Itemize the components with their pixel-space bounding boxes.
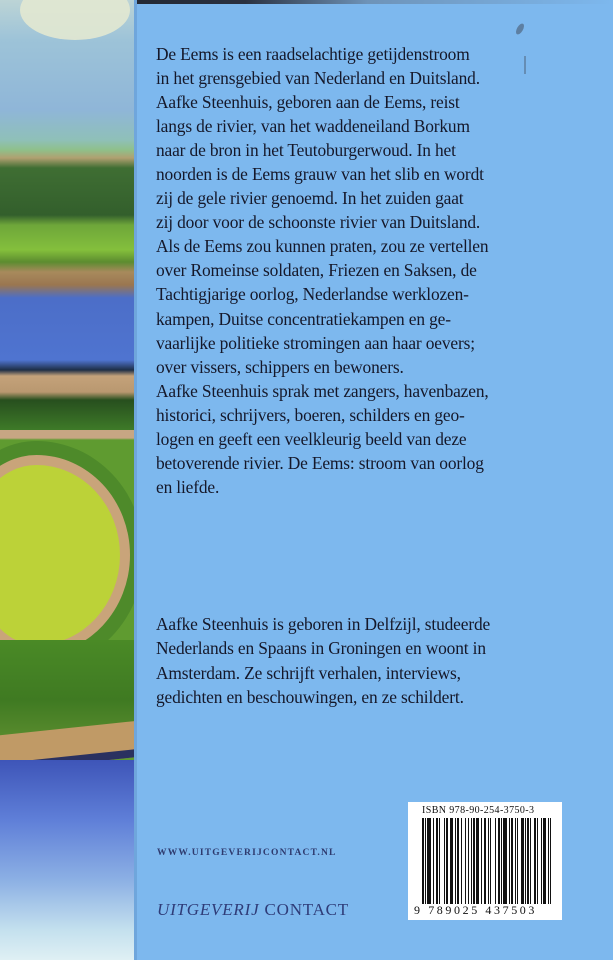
- cover-illustration: [0, 0, 137, 960]
- blurb-line: over Romeinse soldaten, Friezen en Saksen, de: [156, 260, 477, 281]
- blurb-line: De Eems is een raadselachtige getijdenstroom: [156, 44, 470, 64]
- blurb-line: in het grensgebied van Nederland en Duitsland.: [156, 68, 480, 89]
- publisher-name-regular: CONTACT: [259, 900, 349, 919]
- bio-line: gedichten en beschouwingen, en ze schildert.: [156, 686, 464, 707]
- blurb-line: zij de gele rivier genoemd. In het zuiden gaat: [156, 188, 464, 209]
- bio-line: Amsterdam. Ze schrijft verhalen, interviews,: [156, 662, 461, 683]
- cloud-shape: [20, 0, 130, 40]
- smudge-mark: [514, 22, 525, 35]
- isbn-label: ISBN 978-90-254-3750-3: [422, 805, 535, 816]
- barcode-bar: [550, 818, 551, 904]
- bio-line: Aafke Steenhuis is geboren in Delfzijl, studeerde: [156, 614, 491, 634]
- blurb-line: vaarlijke politieke stromingen aan haar oevers;: [156, 332, 475, 353]
- blurb-line: over vissers, schippers en bewoners.: [156, 356, 404, 377]
- blurb-line: naar de bron in het Teutoburgerwoud. In het: [156, 140, 456, 161]
- river-water: [0, 760, 137, 960]
- publisher-logo: [157, 900, 349, 920]
- blurb-line: logen en geeft een veelkleurig beeld van deze: [156, 428, 467, 449]
- barcode-digits: 9 789025 437503: [414, 903, 537, 917]
- illustration-edge: [134, 0, 137, 960]
- barcode-bars: [422, 818, 552, 904]
- blurb-line: historici, schrijvers, boeren, schilders en geo-: [156, 404, 465, 425]
- blurb-line: Als de Eems zou kunnen praten, zou ze vertellen: [156, 236, 489, 257]
- publisher-url: WWW.UITGEVERIJCONTACT.NL: [157, 848, 337, 858]
- blurb-line: betoverende rivier. De Eems: stroom van oorlog: [156, 452, 484, 473]
- barcode: [408, 802, 562, 920]
- blurb-line: Aafke Steenhuis sprak met zangers, havenbazen,: [156, 380, 489, 401]
- bio-line: Nederlands en Spaans in Groningen en woont in: [156, 638, 486, 659]
- blurb-line: noorden is de Eems grauw van het slib en wordt: [156, 164, 484, 185]
- lagoon-shape: [0, 455, 130, 655]
- publisher-name-italic: UITGEVERIJ: [157, 900, 260, 919]
- blurb-line: en liefde.: [156, 476, 220, 497]
- blurb-line: Tachtigjarige oorlog, Nederlandse werklozen-: [156, 284, 469, 305]
- blurb-line: kampen, Duitse concentratiekampen en ge-: [156, 308, 451, 329]
- blurb-line: zij door voor de schoonste rivier van Duitsland.: [156, 212, 481, 233]
- blurb-text: [156, 42, 596, 499]
- blurb-line: Aafke Steenhuis, geboren aan de Eems, reist: [156, 92, 460, 113]
- author-bio: [156, 612, 596, 709]
- blurb-line: langs de rivier, van het waddeneiland Borkum: [156, 116, 470, 137]
